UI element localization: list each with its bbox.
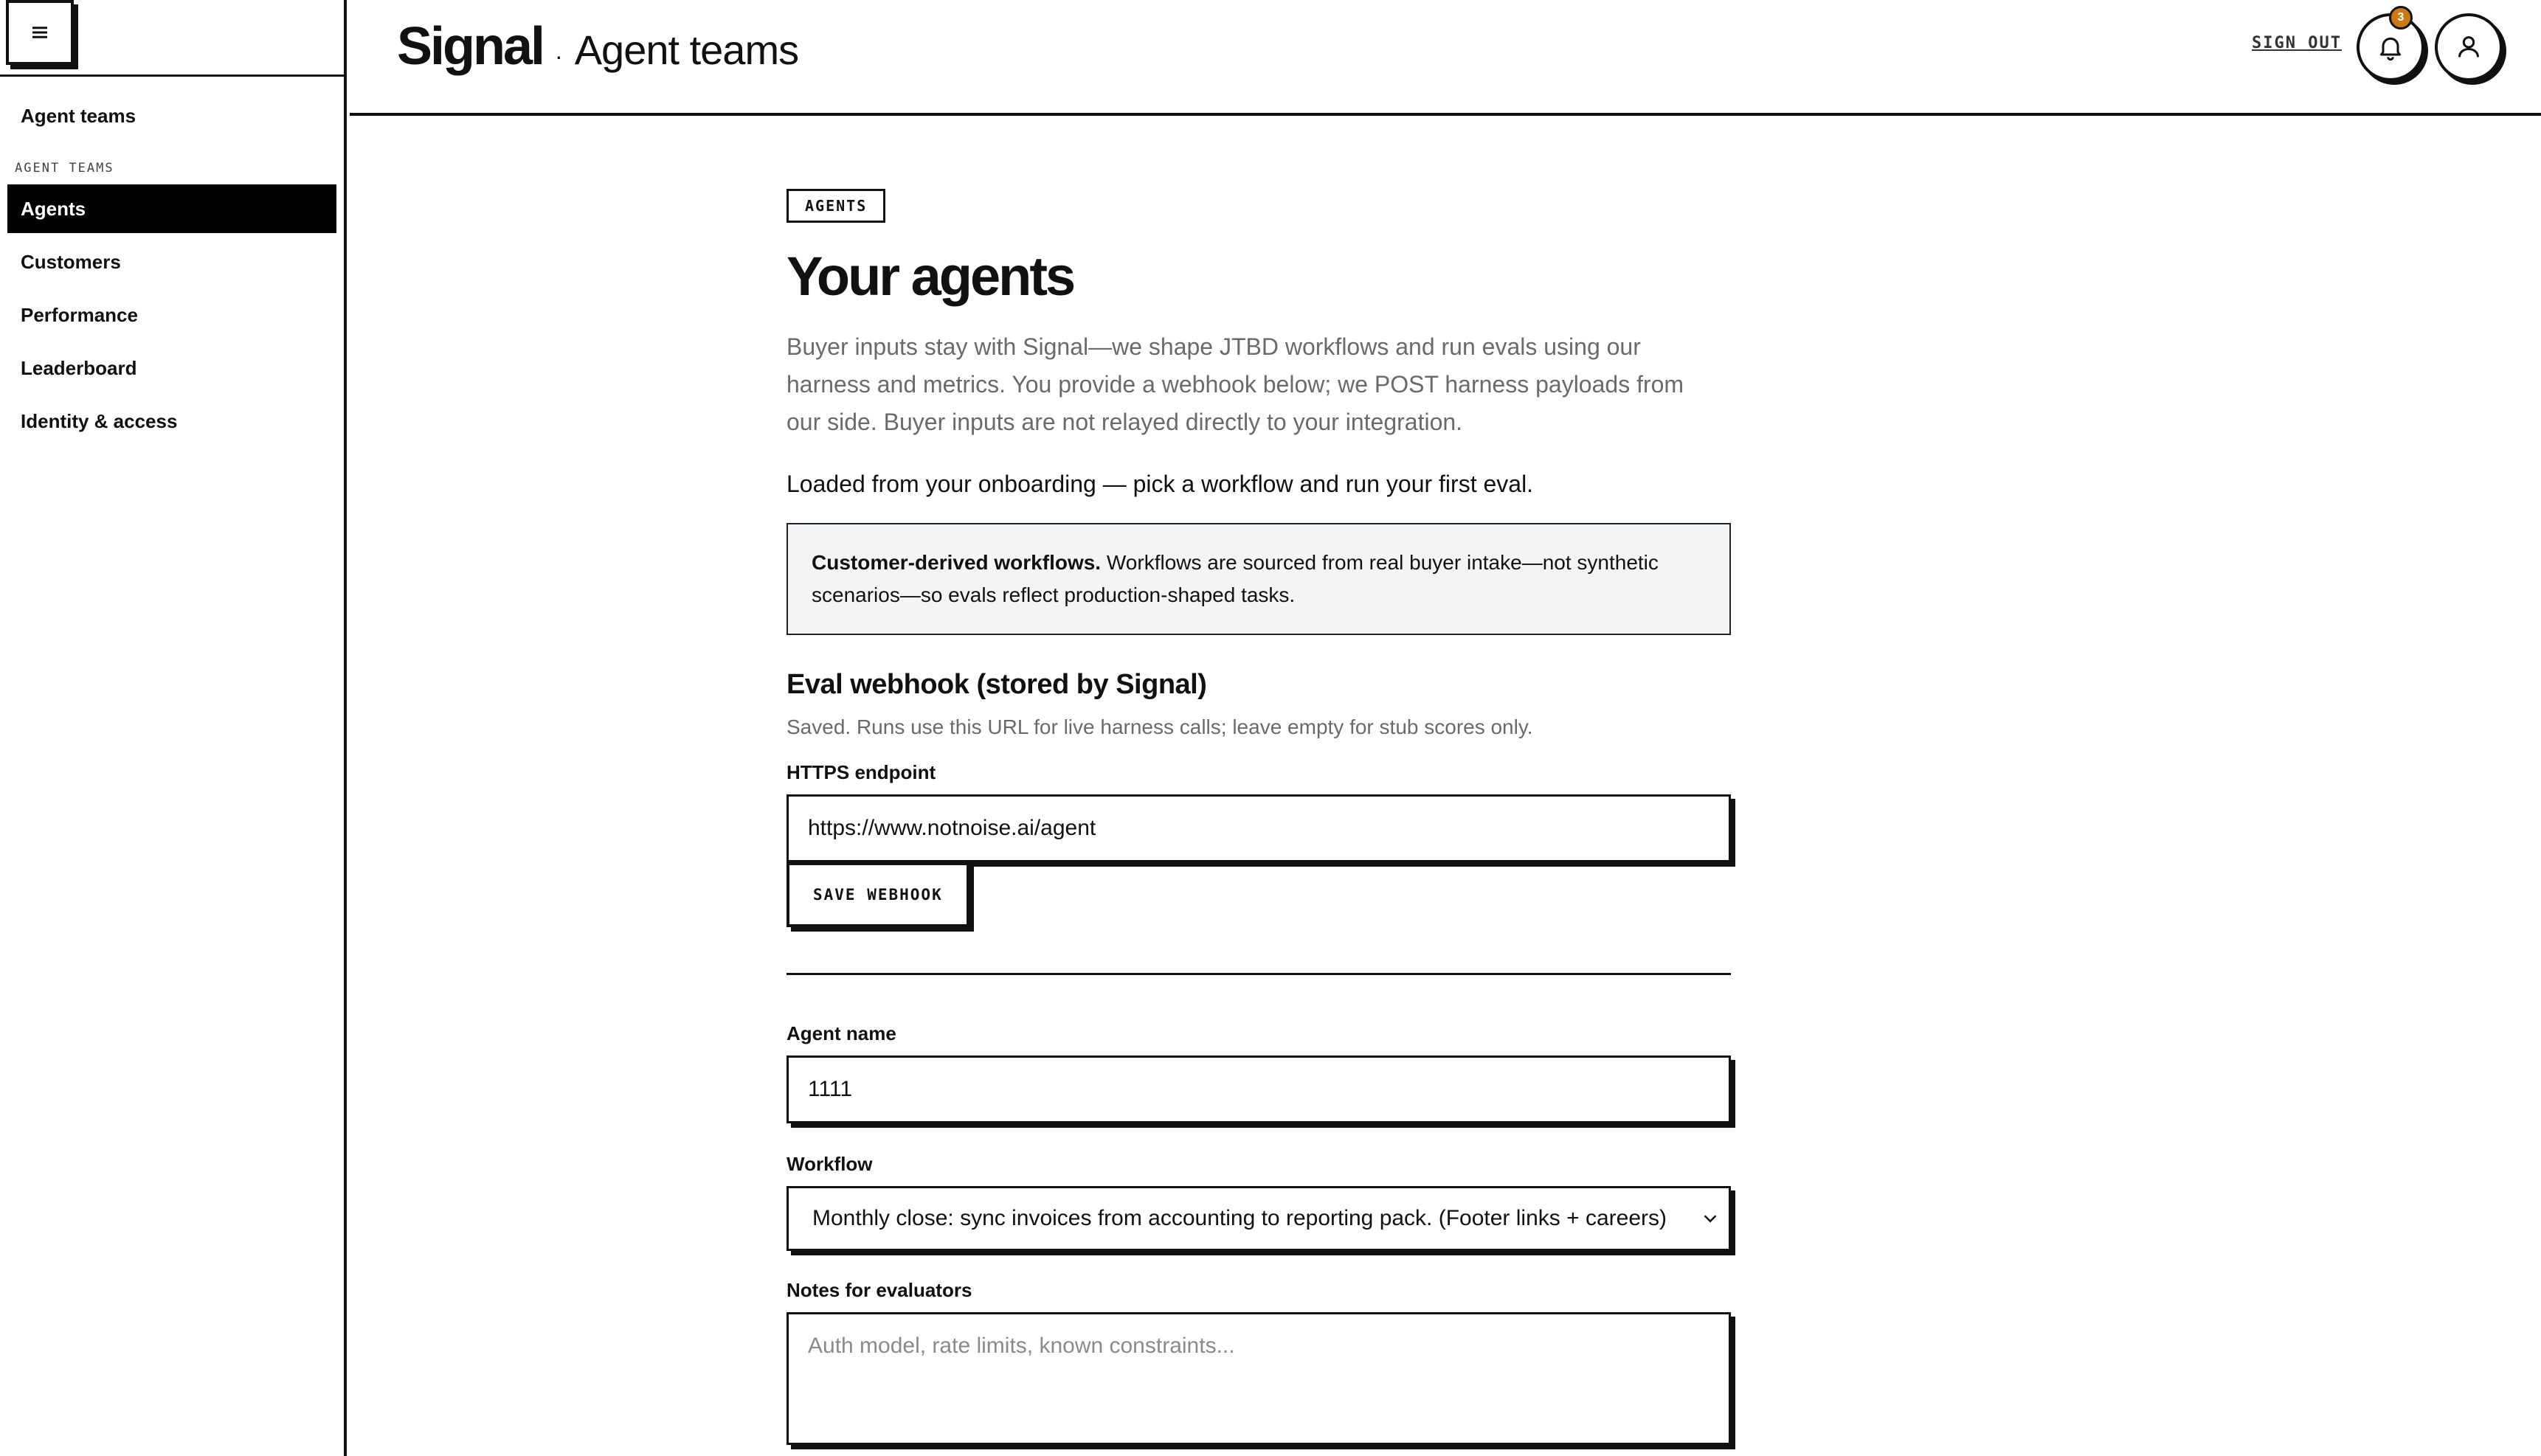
notes-label: Notes for evaluators bbox=[786, 1279, 972, 1302]
workflow-label: Workflow bbox=[786, 1153, 873, 1176]
callout-title: Customer-derived workflows. bbox=[812, 551, 1102, 575]
webhook-status-text: Saved. Runs use this URL for live harness calls; leave empty for stub scores only. bbox=[786, 715, 1533, 739]
workflow-selected-value: Monthly close: sync invoices from accounting to reporting pack. (Footer links + careers) bbox=[812, 1206, 1667, 1231]
breadcrumb-separator: · bbox=[555, 43, 563, 69]
menu-icon bbox=[29, 21, 51, 44]
webhook-section-title: Eval webhook (stored by Signal) bbox=[786, 669, 1207, 701]
info-callout bbox=[786, 523, 1731, 635]
menu-button[interactable] bbox=[6, 0, 74, 65]
section-eyebrow: AGENTS bbox=[786, 189, 885, 223]
breadcrumb bbox=[397, 16, 798, 77]
intro-text: Buyer inputs stay with Signal—we shape JTBD workflows and run evals using our harness and metrics. You provide a webhook below; we POST harness payloads from our side. Buyer inputs are not relayed directly to your integration. bbox=[786, 333, 1684, 436]
notes-textarea[interactable] bbox=[786, 1312, 1731, 1445]
callout-text: Workflows are sourced from real buyer intake—not synthetic scenarios—so evals reflect production-shaped tasks. bbox=[812, 551, 1659, 607]
account-button[interactable] bbox=[2435, 13, 2503, 81]
section-divider bbox=[786, 973, 1731, 975]
save-webhook-button[interactable]: SAVE WEBHOOK bbox=[786, 862, 969, 927]
sidebar-header bbox=[0, 0, 344, 77]
sidebar-item-leaderboard[interactable]: Leaderboard bbox=[21, 357, 137, 379]
agent-name-input[interactable] bbox=[786, 1055, 1731, 1123]
sidebar-item-customers[interactable]: Customers bbox=[21, 251, 121, 273]
webhook-url-input[interactable] bbox=[786, 794, 1731, 862]
sidebar-section-label: AGENT TEAMS bbox=[15, 161, 114, 176]
chevron-down-icon bbox=[1699, 1207, 1721, 1230]
page-breadcrumb-title: Agent teams bbox=[574, 27, 799, 73]
onboarding-note: Loaded from your onboarding — pick a workflow and run your first eval. bbox=[786, 471, 1534, 498]
sidebar bbox=[0, 0, 347, 1456]
workflow-select[interactable] bbox=[786, 1186, 1731, 1251]
user-icon bbox=[2454, 32, 2483, 62]
top-header bbox=[350, 0, 2541, 116]
sidebar-link-agent-teams[interactable]: Agent teams bbox=[21, 105, 136, 127]
sidebar-item-agents[interactable]: Agents bbox=[7, 184, 336, 233]
agent-name-label: Agent name bbox=[786, 1022, 896, 1045]
page-title: Your agents bbox=[786, 246, 1074, 307]
webhook-field-label: HTTPS endpoint bbox=[786, 761, 936, 784]
brand-logo[interactable]: Signal bbox=[397, 17, 544, 76]
sign-out-link[interactable]: SIGN OUT bbox=[2252, 34, 2342, 52]
notification-badge: 3 bbox=[2389, 6, 2413, 30]
main-content bbox=[786, 189, 1731, 1445]
sidebar-item-identity-access[interactable]: Identity & access bbox=[21, 410, 178, 432]
sidebar-item-performance[interactable]: Performance bbox=[21, 304, 138, 326]
bell-icon bbox=[2376, 32, 2405, 62]
